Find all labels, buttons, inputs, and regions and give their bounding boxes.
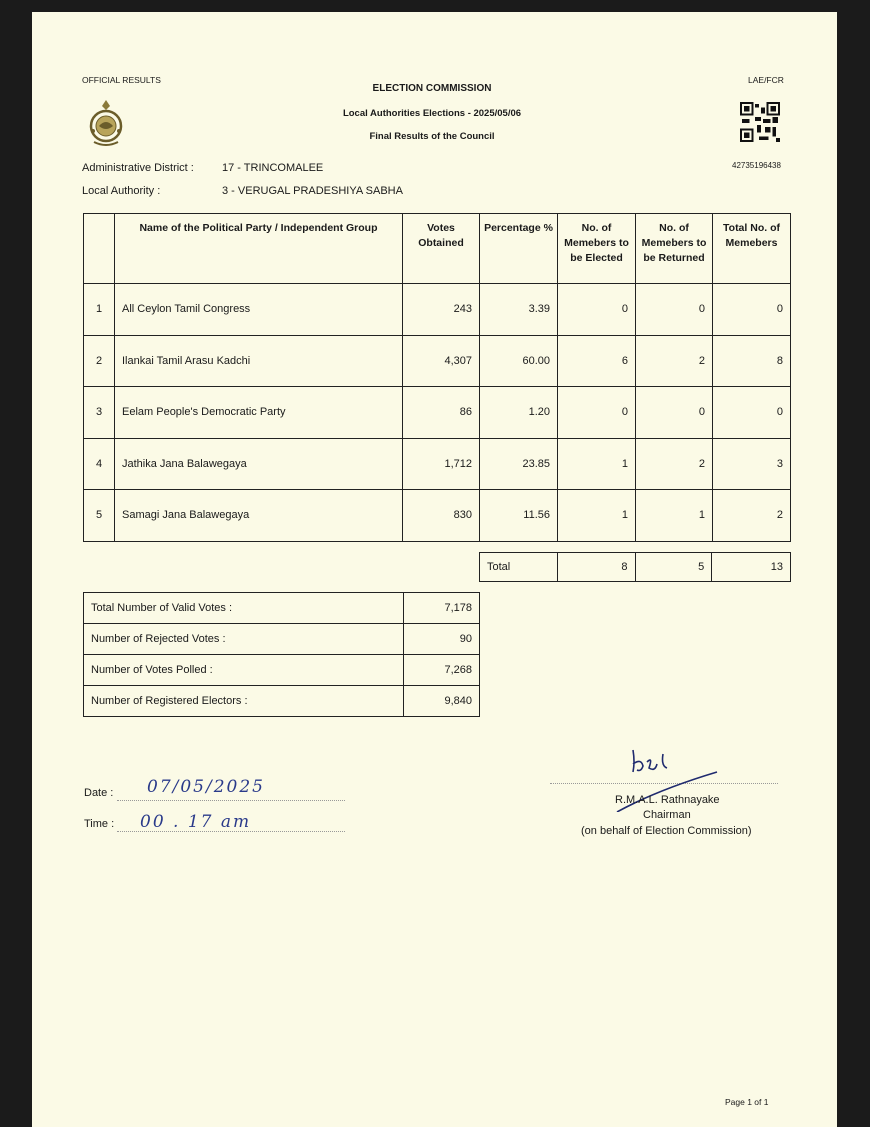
- signatory-note: (on behalf of Election Commission): [581, 825, 752, 837]
- summary-row: [84, 624, 480, 655]
- totals-elected: 8: [557, 553, 635, 582]
- percentage-cell: 11.56: [480, 490, 558, 542]
- votes-cell: 1,712: [403, 438, 480, 490]
- votes-cell: 830: [403, 490, 480, 542]
- summary-row: [84, 686, 480, 717]
- row-number: 5: [84, 490, 115, 542]
- percentage-cell: 23.85: [480, 438, 558, 490]
- totals-table: [479, 552, 791, 582]
- percentage-cell: 60.00: [480, 335, 558, 387]
- form-code-label: LAE/FCR: [748, 75, 784, 85]
- elected-cell: 0: [558, 387, 636, 439]
- total-members-cell: 0: [713, 387, 791, 439]
- summary-value: 7,178: [404, 593, 480, 624]
- returned-cell: 2: [636, 335, 713, 387]
- row-number: 4: [84, 438, 115, 490]
- votes-cell: 86: [403, 387, 480, 439]
- party-name: Ilankai Tamil Arasu Kadchi: [115, 335, 403, 387]
- election-subtitle: Local Authorities Elections - 2025/05/06: [342, 108, 522, 119]
- returned-cell: 2: [636, 438, 713, 490]
- col-header-votes: Votes Obtained: [403, 214, 480, 284]
- summary-label: Number of Rejected Votes :: [84, 624, 404, 655]
- col-header-party: Name of the Political Party / Independent Group: [115, 214, 403, 284]
- document-title: ELECTION COMMISSION: [372, 83, 492, 94]
- time-dotted-line: [117, 831, 345, 832]
- elected-cell: 1: [558, 438, 636, 490]
- percentage-cell: 1.20: [480, 387, 558, 439]
- document-number: 42735196438: [732, 161, 781, 170]
- authority-value: 3 - VERUGAL PRADESHIYA SABHA: [222, 185, 403, 197]
- party-name: All Ceylon Tamil Congress: [115, 284, 403, 336]
- row-number: 2: [84, 335, 115, 387]
- votes-cell: 243: [403, 284, 480, 336]
- summary-value: 90: [404, 624, 480, 655]
- party-name: Jathika Jana Balawegaya: [115, 438, 403, 490]
- elected-cell: 6: [558, 335, 636, 387]
- totals-row: [480, 553, 791, 582]
- col-header-percentage: Percentage %: [480, 214, 558, 284]
- row-number: 1: [84, 284, 115, 336]
- results-header-row: [84, 214, 791, 284]
- col-header-no: [84, 214, 115, 284]
- table-row: [84, 490, 791, 542]
- authority-label: Local Authority :: [82, 185, 161, 197]
- elected-cell: 1: [558, 490, 636, 542]
- totals-returned: 5: [635, 553, 712, 582]
- votes-cell: 4,307: [403, 335, 480, 387]
- total-members-cell: 0: [713, 284, 791, 336]
- qr-code-icon: [740, 102, 780, 142]
- table-row: [84, 335, 791, 387]
- date-label: Date :: [84, 787, 114, 799]
- total-members-cell: 8: [713, 335, 791, 387]
- elected-cell: 0: [558, 284, 636, 336]
- official-results-label: OFFICIAL RESULTS: [82, 75, 161, 85]
- party-name: Samagi Jana Balawegaya: [115, 490, 403, 542]
- returned-cell: 0: [636, 387, 713, 439]
- total-members-cell: 2: [713, 490, 791, 542]
- col-header-total: Total No. of Memebers: [713, 214, 791, 284]
- signatory-name: R.M.A.L. Rathnayake: [615, 794, 720, 806]
- results-subtitle: Final Results of the Council: [369, 131, 495, 142]
- totals-label: Total: [480, 553, 558, 582]
- table-row: [84, 438, 791, 490]
- handwritten-time: 00 . 17 am: [140, 812, 252, 832]
- summary-label: Number of Votes Polled :: [84, 655, 404, 686]
- col-header-returned: No. of Memebers to be Returned: [636, 214, 713, 284]
- summary-value: 7,268: [404, 655, 480, 686]
- col-header-elected: No. of Memebers to be Elected: [558, 214, 636, 284]
- total-members-cell: 3: [713, 438, 791, 490]
- row-number: 3: [84, 387, 115, 439]
- table-row: [84, 387, 791, 439]
- document-page: [32, 12, 837, 1127]
- summary-row: [84, 655, 480, 686]
- party-name: Eelam People's Democratic Party: [115, 387, 403, 439]
- table-row: [84, 284, 791, 336]
- returned-cell: 1: [636, 490, 713, 542]
- handwritten-date: 07/05/2025: [147, 777, 265, 797]
- returned-cell: 0: [636, 284, 713, 336]
- summary-row: [84, 593, 480, 624]
- summary-label: Number of Registered Electors :: [84, 686, 404, 717]
- signatory-title: Chairman: [643, 809, 691, 821]
- national-emblem-icon: [86, 98, 126, 150]
- summary-label: Total Number of Valid Votes :: [84, 593, 404, 624]
- vote-summary-table: [83, 592, 480, 717]
- time-label: Time :: [84, 818, 115, 830]
- date-dotted-line: [117, 800, 345, 801]
- district-value: 17 - TRINCOMALEE: [222, 162, 324, 174]
- percentage-cell: 3.39: [480, 284, 558, 336]
- district-label: Administrative District :: [82, 162, 194, 174]
- summary-value: 9,840: [404, 686, 480, 717]
- results-table: [83, 213, 791, 542]
- page-number: Page 1 of 1: [725, 1097, 769, 1107]
- totals-members: 13: [712, 553, 791, 582]
